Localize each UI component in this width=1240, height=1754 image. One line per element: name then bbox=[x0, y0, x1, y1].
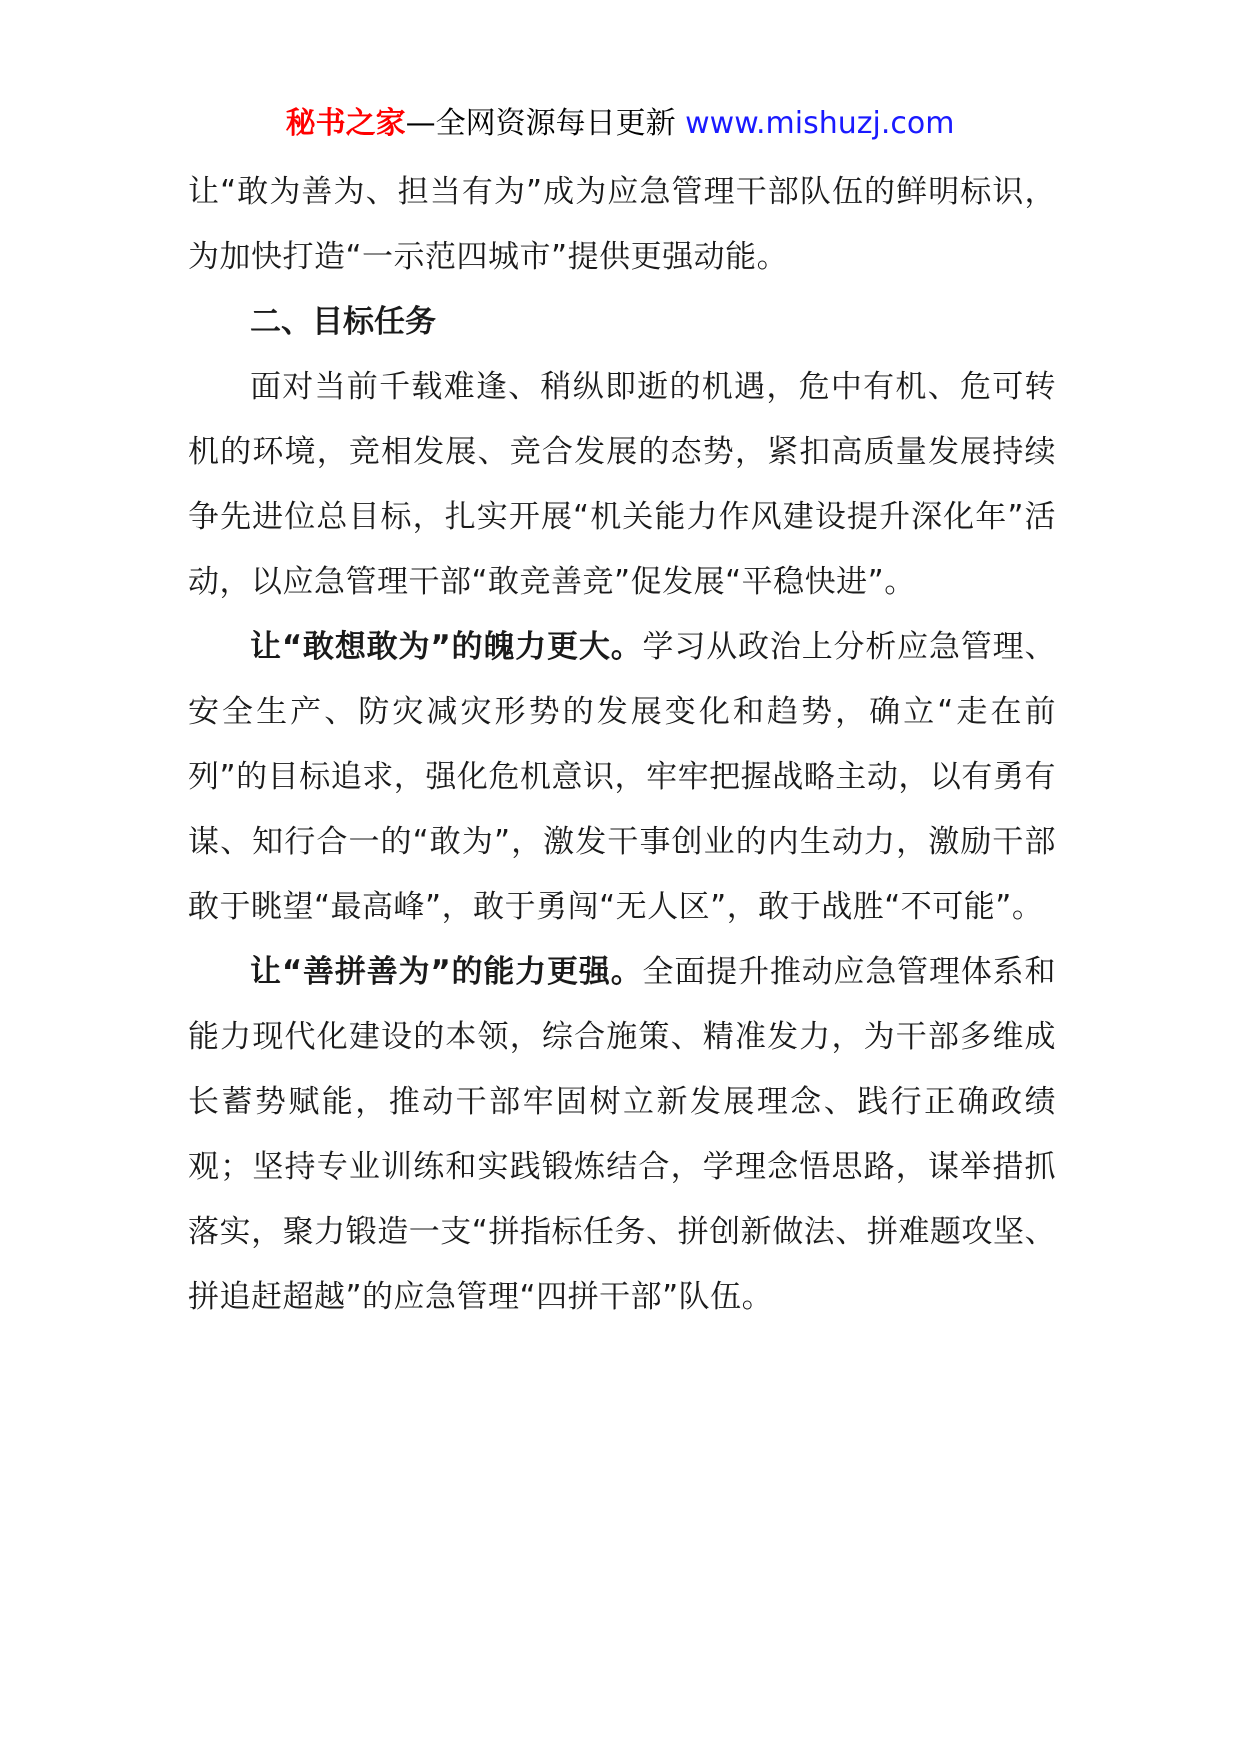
paragraph-3-body: 学习从政治上分析应急管理、安全生产、防灾减灾形势的发展变化和趋势，确立“走在前列”的目标追求，强化危机意识，牢牢把握战略主动，以有勇有谋、知行合一的“敢为”，激发干事创业的内生动力，激励干部敢于眺望“最高峰”，敢于勇闯“无人区”，敢于战胜“不可能”。 bbox=[188, 629, 1057, 925]
site-url-link[interactable]: www.mishuzj.com bbox=[685, 106, 955, 141]
paragraph-2: 面对当前千载难逢、稍纵即逝的机遇，危中有机、危可转机的环境，竞相发展、竞合发展的态势，紧扣高质量发展持续争先进位总目标，扎实开展“机关能力作风建设提升深化年”活动，以应急管理干部“敢竞善竞”促发展“平稳快进”。 bbox=[188, 369, 1056, 600]
paragraph-1: 让“敢为善为、担当有为”成为应急管理干部队伍的鲜明标识，为加快打造“一示范四城市”提供更强动能。 bbox=[188, 174, 1056, 275]
paragraph-4-body: 全面提升推动应急管理体系和能力现代化建设的本领，综合施策、精准发力，为干部多维成长蓄势赋能，推动干部牢固树立新发展理念、践行正确政绩观；坚持专业训练和实践锻炼结合，学理念悟思路，谋举措抓落实，聚力锻造一支“拼指标任务、拼创新做法、拼难题攻坚、拼追赶超越”的应急管理“四拼干部”队伍。 bbox=[188, 954, 1057, 1315]
paragraph-4 bbox=[188, 940, 1056, 1330]
section-heading-2: 二、目标任务 bbox=[250, 304, 436, 340]
site-header bbox=[0, 102, 1240, 146]
paragraph-4-lead: 让“善拼善为”的能力更强。 bbox=[250, 954, 643, 990]
paragraph-3 bbox=[188, 615, 1056, 940]
paragraph-3-lead: 让“敢想敢为”的魄力更大。 bbox=[250, 629, 643, 665]
brand-name: 秘书之家 bbox=[285, 106, 406, 141]
header-tagline: —全网资源每日更新 bbox=[405, 106, 676, 141]
document-body bbox=[188, 160, 1056, 1330]
